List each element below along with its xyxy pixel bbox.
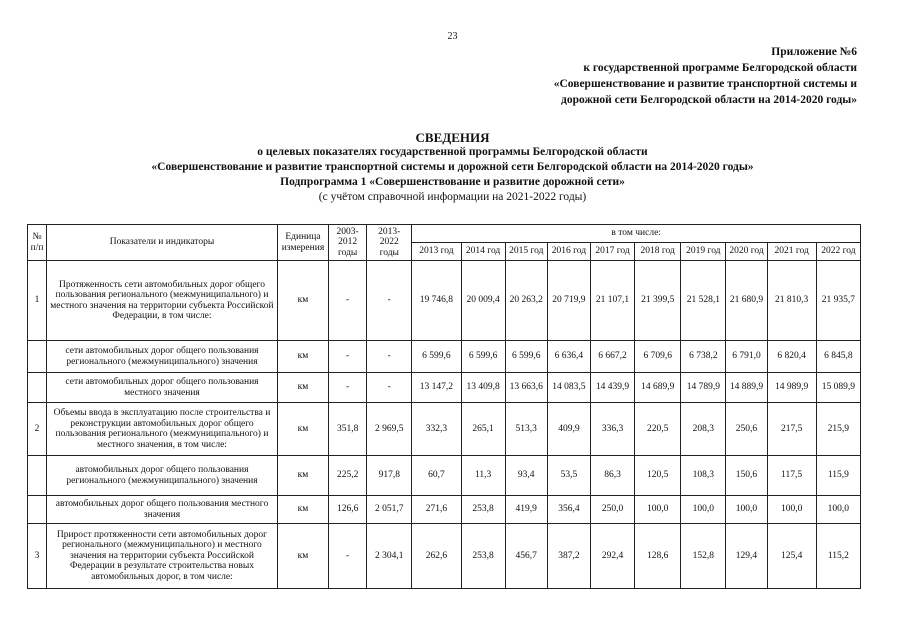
row-value: 14 789,9 <box>681 373 726 403</box>
row-value: 250,0 <box>590 496 634 524</box>
row-value: 250,6 <box>726 403 767 456</box>
table-header-row <box>28 225 861 243</box>
row-value: 60,7 <box>412 456 461 496</box>
header-year: 2015 год <box>505 243 547 261</box>
table-row <box>28 373 861 403</box>
row-num <box>28 373 47 403</box>
row-name: Прирост протяженности сети автомобильных дорог регионального (межмуниципального) и местного значения на территории субъекта Российской Федерации в результате строительства новых автомобильных дорог, в том числе: <box>47 524 278 589</box>
row-value: 14 889,9 <box>726 373 767 403</box>
header-including: в том числе: <box>412 225 861 243</box>
row-period-2003: 351,8 <box>329 403 367 456</box>
row-num <box>28 341 47 373</box>
header-year: 2019 год <box>681 243 726 261</box>
table-body <box>28 261 861 589</box>
header-year: 2013 год <box>412 243 461 261</box>
row-period-2003: 126,6 <box>329 496 367 524</box>
row-value: 217,5 <box>767 403 816 456</box>
row-name: сети автомобильных дорог общего пользования местного значения <box>47 373 278 403</box>
header-period-2013: 2013- 2022 годы <box>367 225 412 261</box>
row-name: автомобильных дорог общего пользования регионального (межмуниципального) значения <box>47 456 278 496</box>
appendix-line: к государственной программе Белгородской области <box>583 62 857 74</box>
row-value: 253,8 <box>461 496 505 524</box>
row-value: 11,3 <box>461 456 505 496</box>
row-value: 265,1 <box>461 403 505 456</box>
header-year: 2016 год <box>547 243 590 261</box>
row-value: 456,7 <box>505 524 547 589</box>
row-period-2013: 2 051,7 <box>367 496 412 524</box>
row-unit: км <box>277 373 328 403</box>
indicators-table <box>27 224 861 589</box>
row-value: 215,9 <box>816 403 860 456</box>
row-value: 13 147,2 <box>412 373 461 403</box>
row-value: 117,5 <box>767 456 816 496</box>
row-value: 150,6 <box>726 456 767 496</box>
header-period-2003: 2003- 2012 годы <box>329 225 367 261</box>
header-year: 2014 год <box>461 243 505 261</box>
heading-line: Подпрограмма 1 «Совершенствование и развитие дорожной сети» <box>280 176 625 188</box>
row-period-2013: - <box>367 341 412 373</box>
row-value: 21 680,9 <box>726 261 767 341</box>
row-value: 387,2 <box>547 524 590 589</box>
row-value: 336,3 <box>590 403 634 456</box>
page-number: 23 <box>447 31 458 42</box>
row-value: 20 719,9 <box>547 261 590 341</box>
row-period-2003: - <box>329 524 367 589</box>
heading-line: «Совершенствование и развитие транспортной системы и дорожной сети Белгородской области на 2014-2020 годы» <box>151 161 754 173</box>
table-row <box>28 456 861 496</box>
row-value: 14 083,5 <box>547 373 590 403</box>
row-period-2013: 2 969,5 <box>367 403 412 456</box>
row-value: 220,5 <box>635 403 681 456</box>
row-value: 125,4 <box>767 524 816 589</box>
row-value: 20 263,2 <box>505 261 547 341</box>
header-year: 2020 год <box>726 243 767 261</box>
row-value: 100,0 <box>816 496 860 524</box>
row-period-2003: - <box>329 341 367 373</box>
appendix-line: «Совершенствование и развитие транспортной системы и <box>553 78 857 90</box>
row-value: 6 599,6 <box>412 341 461 373</box>
row-value: 6 820,4 <box>767 341 816 373</box>
row-unit: км <box>277 261 328 341</box>
row-period-2013: 917,8 <box>367 456 412 496</box>
row-value: 21 810,3 <box>767 261 816 341</box>
row-period-2003: 225,2 <box>329 456 367 496</box>
row-value: 15 089,9 <box>816 373 860 403</box>
row-period-2003: - <box>329 373 367 403</box>
row-value: 332,3 <box>412 403 461 456</box>
row-num <box>28 496 47 524</box>
row-value: 20 009,4 <box>461 261 505 341</box>
header-year: 2021 год <box>767 243 816 261</box>
header-year: 2017 год <box>590 243 634 261</box>
row-unit: км <box>277 496 328 524</box>
row-value: 6 599,6 <box>505 341 547 373</box>
row-value: 108,3 <box>681 456 726 496</box>
table-row <box>28 496 861 524</box>
row-name: Объемы ввода в эксплуатацию после строительства и реконструкции автомобильных дорог общего пользования регионального (межмуниципального) и местного значения, в том числе: <box>47 403 278 456</box>
table-row <box>28 261 861 341</box>
header-year: 2022 год <box>816 243 860 261</box>
row-unit: км <box>277 403 328 456</box>
row-value: 208,3 <box>681 403 726 456</box>
table-row <box>28 403 861 456</box>
row-value: 100,0 <box>767 496 816 524</box>
row-value: 21 107,1 <box>590 261 634 341</box>
table-row <box>28 524 861 589</box>
row-value: 13 663,6 <box>505 373 547 403</box>
row-value: 115,9 <box>816 456 860 496</box>
row-value: 6 738,2 <box>681 341 726 373</box>
row-value: 21 935,7 <box>816 261 860 341</box>
row-value: 14 689,9 <box>635 373 681 403</box>
document-title: СВЕДЕНИЯ <box>415 130 490 145</box>
row-value: 6 636,4 <box>547 341 590 373</box>
heading-note: (с учётом справочной информации на 2021-2022 годы) <box>318 191 587 203</box>
row-value: 115,2 <box>816 524 860 589</box>
row-value: 6 667,2 <box>590 341 634 373</box>
row-value: 21 528,1 <box>681 261 726 341</box>
row-value: 100,0 <box>635 496 681 524</box>
row-value: 419,9 <box>505 496 547 524</box>
row-value: 13 409,8 <box>461 373 505 403</box>
row-period-2003: - <box>329 261 367 341</box>
heading-line: о целевых показателях государственной программы Белгородской области <box>257 146 648 158</box>
row-value: 6 791,0 <box>726 341 767 373</box>
row-value: 6 709,6 <box>635 341 681 373</box>
row-period-2013: - <box>367 373 412 403</box>
row-value: 128,6 <box>635 524 681 589</box>
header-year: 2018 год <box>635 243 681 261</box>
appendix-line: Приложение №6 <box>771 46 857 58</box>
row-value: 292,4 <box>590 524 634 589</box>
row-value: 356,4 <box>547 496 590 524</box>
row-name: Протяженность сети автомобильных дорог общего пользования регионального (межмуниципального) и местного значения на территории субъекта Российской Федерации, в том числе: <box>47 261 278 341</box>
header-indicator: Показатели и индикаторы <box>47 225 278 261</box>
row-value: 19 746,8 <box>412 261 461 341</box>
row-value: 262,6 <box>412 524 461 589</box>
row-num <box>28 456 47 496</box>
row-value: 152,8 <box>681 524 726 589</box>
appendix-block <box>554 44 857 108</box>
row-value: 120,5 <box>635 456 681 496</box>
row-num: 2 <box>28 403 47 456</box>
header-unit: Единица измерения <box>277 225 328 261</box>
row-name: сети автомобильных дорог общего пользования регионального (межмуниципального) значения <box>47 341 278 373</box>
row-value: 409,9 <box>547 403 590 456</box>
row-value: 14 439,9 <box>590 373 634 403</box>
row-unit: км <box>277 456 328 496</box>
appendix-line: дорожной сети Белгородской области на 2014-2020 годы» <box>561 94 857 106</box>
row-value: 14 989,9 <box>767 373 816 403</box>
row-unit: км <box>277 341 328 373</box>
row-unit: км <box>277 524 328 589</box>
row-value: 21 399,5 <box>635 261 681 341</box>
row-value: 253,8 <box>461 524 505 589</box>
row-value: 513,3 <box>505 403 547 456</box>
header-num: № п/п <box>28 225 47 261</box>
row-value: 271,6 <box>412 496 461 524</box>
row-period-2013: 2 304,1 <box>367 524 412 589</box>
row-value: 6 599,6 <box>461 341 505 373</box>
row-value: 6 845,8 <box>816 341 860 373</box>
row-name: автомобильных дорог общего пользования местного значения <box>47 496 278 524</box>
row-num: 3 <box>28 524 47 589</box>
row-value: 53,5 <box>547 456 590 496</box>
row-value: 93,4 <box>505 456 547 496</box>
row-num: 1 <box>28 261 47 341</box>
row-period-2013: - <box>367 261 412 341</box>
row-value: 100,0 <box>681 496 726 524</box>
document-heading <box>0 130 905 205</box>
row-value: 129,4 <box>726 524 767 589</box>
table-row <box>28 341 861 373</box>
row-value: 86,3 <box>590 456 634 496</box>
row-value: 100,0 <box>726 496 767 524</box>
